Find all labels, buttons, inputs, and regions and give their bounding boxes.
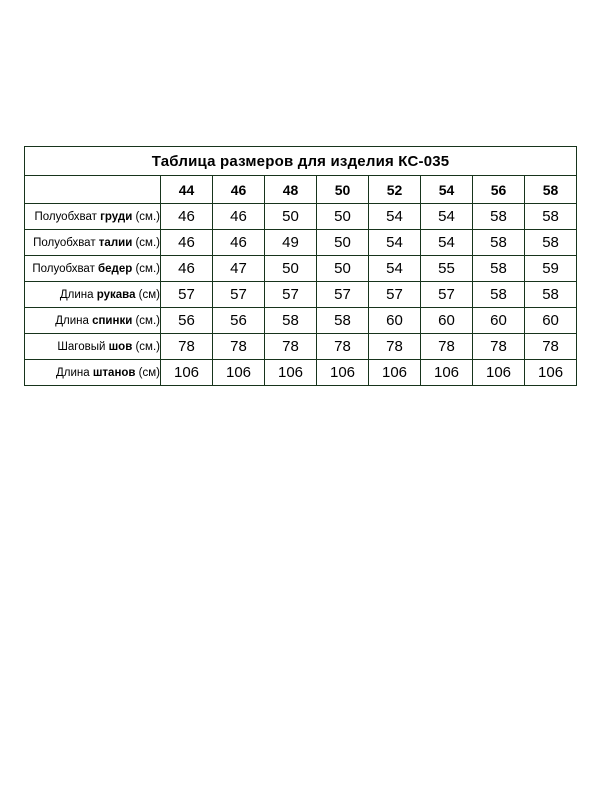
cell-hips-52: 54	[369, 256, 421, 282]
header-size-58: 58	[525, 176, 577, 204]
cell-back-44: 56	[161, 308, 213, 334]
cell-back-54: 60	[421, 308, 473, 334]
table-row	[25, 282, 577, 308]
cell-inseam-44: 78	[161, 334, 213, 360]
cell-waist-46: 46	[213, 230, 265, 256]
row-label-waist: Полуобхват талии (см.)	[25, 230, 161, 256]
size-chart-container	[24, 146, 576, 386]
cell-hips-56: 58	[473, 256, 525, 282]
cell-sleeve-56: 58	[473, 282, 525, 308]
cell-sleeve-52: 57	[369, 282, 421, 308]
row-label-trouser-length: Длина штанов (см)	[25, 360, 161, 386]
cell-waist-50: 50	[317, 230, 369, 256]
cell-waist-48: 49	[265, 230, 317, 256]
cell-sleeve-58: 58	[525, 282, 577, 308]
header-size-46: 46	[213, 176, 265, 204]
cell-trousers-44: 106	[161, 360, 213, 386]
header-size-54: 54	[421, 176, 473, 204]
row-label-chest: Полуобхват груди (см.)	[25, 204, 161, 230]
table-row	[25, 308, 577, 334]
cell-chest-56: 58	[473, 204, 525, 230]
cell-chest-46: 46	[213, 204, 265, 230]
cell-chest-44: 46	[161, 204, 213, 230]
cell-sleeve-48: 57	[265, 282, 317, 308]
cell-waist-44: 46	[161, 230, 213, 256]
cell-inseam-48: 78	[265, 334, 317, 360]
cell-trousers-50: 106	[317, 360, 369, 386]
table-row	[25, 204, 577, 230]
cell-back-58: 60	[525, 308, 577, 334]
cell-back-56: 60	[473, 308, 525, 334]
row-label-inseam: Шаговый шов (см.)	[25, 334, 161, 360]
cell-back-46: 56	[213, 308, 265, 334]
cell-trousers-48: 106	[265, 360, 317, 386]
table-row	[25, 334, 577, 360]
header-size-56: 56	[473, 176, 525, 204]
size-table	[24, 146, 577, 386]
cell-sleeve-54: 57	[421, 282, 473, 308]
cell-waist-56: 58	[473, 230, 525, 256]
cell-inseam-50: 78	[317, 334, 369, 360]
cell-trousers-58: 106	[525, 360, 577, 386]
cell-inseam-54: 78	[421, 334, 473, 360]
page-title: Таблица размеров для изделия КС-035	[25, 147, 577, 176]
cell-trousers-46: 106	[213, 360, 265, 386]
cell-hips-50: 50	[317, 256, 369, 282]
cell-sleeve-46: 57	[213, 282, 265, 308]
cell-waist-54: 54	[421, 230, 473, 256]
cell-inseam-52: 78	[369, 334, 421, 360]
table-row	[25, 360, 577, 386]
cell-back-52: 60	[369, 308, 421, 334]
cell-trousers-52: 106	[369, 360, 421, 386]
header-size-52: 52	[369, 176, 421, 204]
table-row	[25, 256, 577, 282]
row-label-sleeve-length: Длина рукава (см)	[25, 282, 161, 308]
cell-hips-54: 55	[421, 256, 473, 282]
header-size-44: 44	[161, 176, 213, 204]
header-blank-cell	[25, 176, 161, 204]
cell-chest-50: 50	[317, 204, 369, 230]
cell-chest-48: 50	[265, 204, 317, 230]
cell-inseam-46: 78	[213, 334, 265, 360]
cell-waist-58: 58	[525, 230, 577, 256]
cell-hips-46: 47	[213, 256, 265, 282]
cell-back-48: 58	[265, 308, 317, 334]
cell-hips-44: 46	[161, 256, 213, 282]
cell-hips-48: 50	[265, 256, 317, 282]
cell-chest-58: 58	[525, 204, 577, 230]
header-size-50: 50	[317, 176, 369, 204]
cell-chest-54: 54	[421, 204, 473, 230]
cell-hips-58: 59	[525, 256, 577, 282]
cell-waist-52: 54	[369, 230, 421, 256]
cell-back-50: 58	[317, 308, 369, 334]
table-header-row	[25, 176, 577, 204]
cell-inseam-58: 78	[525, 334, 577, 360]
cell-sleeve-50: 57	[317, 282, 369, 308]
cell-trousers-56: 106	[473, 360, 525, 386]
header-size-48: 48	[265, 176, 317, 204]
cell-chest-52: 54	[369, 204, 421, 230]
cell-inseam-56: 78	[473, 334, 525, 360]
table-title-row	[25, 147, 577, 176]
row-label-hips: Полуобхват бедер (см.)	[25, 256, 161, 282]
cell-trousers-54: 106	[421, 360, 473, 386]
cell-sleeve-44: 57	[161, 282, 213, 308]
row-label-back-length: Длина спинки (см.)	[25, 308, 161, 334]
table-row	[25, 230, 577, 256]
